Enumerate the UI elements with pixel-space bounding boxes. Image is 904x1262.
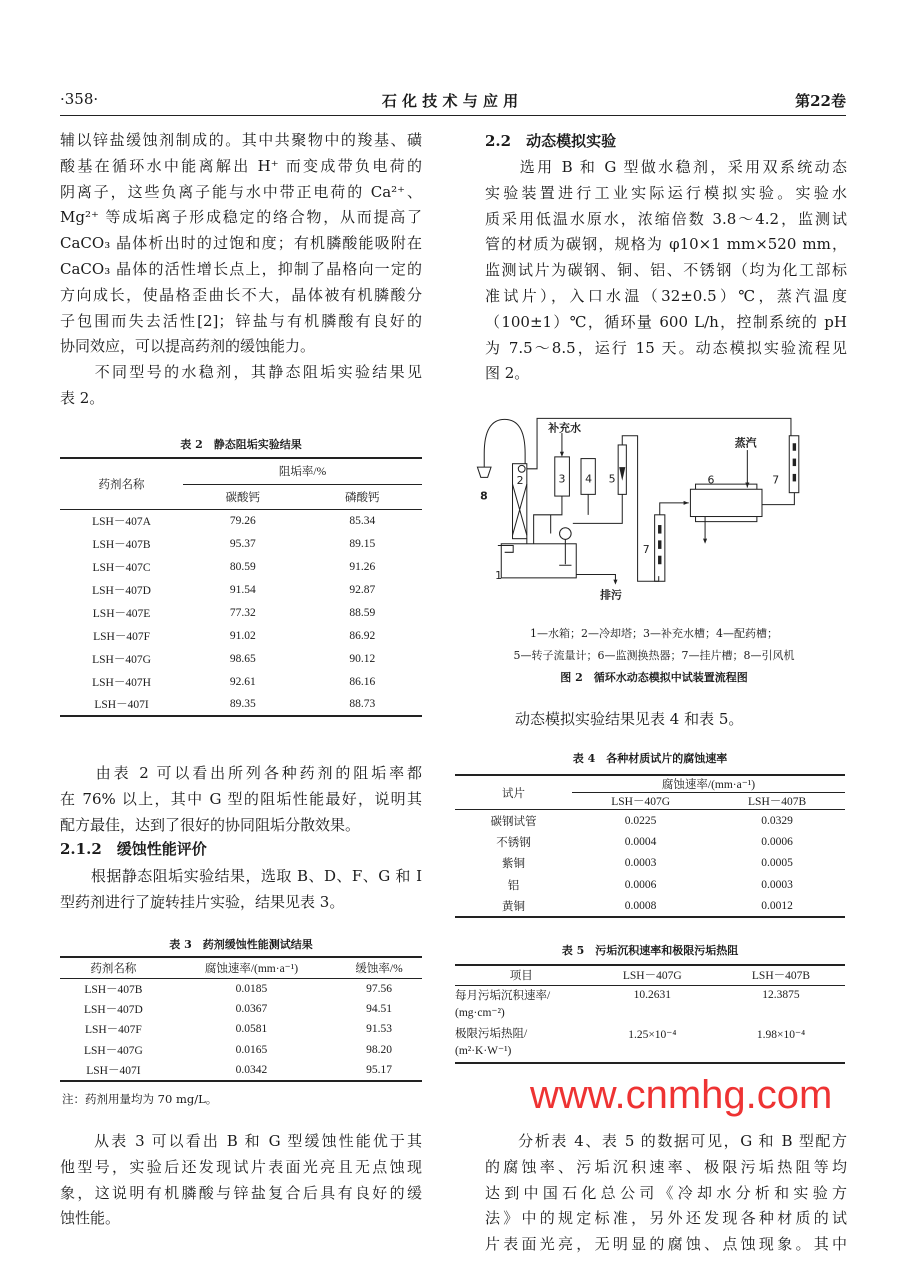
- steam-label: 蒸汽: [734, 436, 757, 450]
- table-row: [60, 578, 422, 601]
- table-row: [60, 1060, 422, 1081]
- table-cell: LSH－407C: [92, 561, 151, 574]
- table-cell: LSH－407G: [84, 1044, 143, 1057]
- table-caption: 表 4 各种材质试片的腐蚀速率: [572, 752, 728, 765]
- text-line: （100±1）℃，循环量 600 L/h，控制系统的 pH: [485, 312, 847, 331]
- table-cell: 碳钢试管: [490, 815, 537, 828]
- column-header: LSH－407G: [611, 796, 670, 808]
- table-3: [60, 956, 422, 1082]
- text-line: 阴离子，这些负离子能与水中带正电荷的 Ca²⁺、: [60, 182, 422, 201]
- table-5: [455, 964, 845, 1064]
- text-line: CaCO₃ 晶体的活性增长点上，抑制了晶格向一定的: [60, 259, 422, 278]
- column-header: 缓蚀率/%: [355, 962, 403, 975]
- table-cell: 92.61: [229, 675, 256, 688]
- table-cell: 0.0005: [761, 857, 793, 870]
- table-cell: 91.02: [229, 629, 256, 642]
- makeup-water-label: 补充水: [548, 421, 581, 435]
- table-row: [455, 831, 845, 853]
- text-line: 准试片），入口水温（32±0.5）℃，蒸汽温度: [485, 286, 847, 305]
- table-row: [60, 1019, 422, 1040]
- column-header: 药剂名称: [90, 962, 137, 975]
- volume: 第22卷: [795, 92, 846, 110]
- table-cell: 0.0003: [761, 878, 793, 891]
- table-cell: 0.0003: [624, 857, 657, 870]
- column-header: 药剂名称: [60, 458, 183, 509]
- table-cell: 1.25×10⁻⁴: [628, 1029, 677, 1041]
- label-5: 5: [608, 472, 616, 486]
- table-row: [455, 985, 845, 1024]
- text-line: 不同型号的水稳剂，其静态阻垢实验结果见: [60, 363, 422, 381]
- column-header: 试片: [455, 775, 572, 810]
- text-line: 分析表 4、表 5 的数据可见，G 和 B 型配方: [485, 1132, 847, 1150]
- paragraph: [60, 864, 422, 916]
- table-cell: 77.32: [229, 606, 256, 619]
- column-group-header: 腐蚀速率/(mm·a⁻¹): [572, 775, 845, 793]
- paragraph: [60, 761, 422, 838]
- text-line: 根据静态阻垢实验结果，选取 B、D、F、G 和 I: [60, 867, 422, 885]
- table-cell: LSH－407H: [92, 676, 151, 689]
- table-note: 注：药剂用量均为 70 mg/L。: [62, 1092, 218, 1106]
- table-row: [60, 555, 422, 578]
- paragraph: [485, 155, 847, 387]
- paragraph: [485, 1129, 847, 1258]
- column-header: LSH－407B: [748, 796, 807, 808]
- table-row: [60, 532, 422, 555]
- text-line: 型药剂进行了旋转挂片实验，结果见表 3。: [60, 892, 345, 911]
- table-cell: [455, 985, 588, 1024]
- table-row: [60, 601, 422, 624]
- table-caption: 表 5 污垢沉积速率和极限污垢热阻: [561, 944, 739, 957]
- table-cell: 铝: [507, 879, 520, 892]
- column-header: LSH－407G: [622, 970, 682, 983]
- table-cell: LSH－407I: [86, 1064, 141, 1077]
- drain-label: 排污: [600, 588, 622, 602]
- table-cell: 黄铜: [502, 900, 525, 913]
- table-cell: 紫铜: [502, 858, 525, 871]
- table-cell: 0.0185: [235, 982, 268, 995]
- text-line: 由表 2 可以看出所列各种药剂的阻垢率都: [60, 764, 422, 782]
- table-row: [455, 853, 845, 875]
- table-cell: 不锈钢: [496, 836, 531, 849]
- table-cell: 95.17: [366, 1063, 392, 1076]
- table-cell: 0.0012: [761, 899, 793, 912]
- text-line: 图 2。: [485, 364, 530, 383]
- table-cell: 95.37: [229, 537, 256, 550]
- table-cell: 0.0581: [235, 1023, 268, 1036]
- table-cell: 92.87: [349, 583, 376, 596]
- cell-line: 极限污垢热阻/: [455, 1028, 528, 1040]
- table-cell: LSH－407I: [94, 699, 149, 711]
- table-row: [60, 670, 422, 693]
- paragraph: [60, 128, 422, 360]
- table-cell: 91.54: [229, 583, 256, 596]
- paragraph: [60, 1129, 422, 1232]
- table-cell: 89.15: [349, 537, 376, 550]
- table-cell: 94.51: [366, 1002, 392, 1015]
- label-7: 7: [772, 473, 780, 487]
- column-header: 磷酸钙: [345, 491, 380, 504]
- label-8: 8: [480, 489, 488, 503]
- table-cell: 0.0225: [624, 814, 657, 827]
- table-cell: 91.53: [366, 1023, 392, 1036]
- text-line: 他型号，实验后还发现试片表面光亮且无点蚀现: [60, 1157, 422, 1176]
- text-line: 法》中的规定标准，另外还发现各种材质的试: [485, 1209, 847, 1228]
- table-cell: LSH－407G: [92, 653, 151, 666]
- table-cell: 0.0329: [761, 814, 793, 827]
- pump: [560, 528, 572, 540]
- page-number: ·358·: [60, 90, 99, 108]
- text-line: 选用 B 和 G 型做水稳剂，采用双系统动态: [485, 158, 847, 176]
- figure-caption: 图 2 循环水动态模拟中试装置流程图: [560, 671, 748, 684]
- cell-line: (m²·K·W⁻¹): [455, 1045, 512, 1057]
- table-cell: 1.98×10⁻⁴: [756, 1029, 806, 1041]
- table-cell: 12.3875: [762, 988, 800, 1001]
- table-row: [455, 1024, 845, 1063]
- table-cell: LSH－407F: [84, 1024, 142, 1037]
- table-cell: 0.0004: [624, 835, 657, 848]
- table-row: [60, 999, 422, 1020]
- figure-legend: 1—水箱；2—冷却塔；3—补充水槽；4—配药槽；: [530, 627, 778, 640]
- section-heading: 2.1.2 缓蚀性能评价: [60, 840, 207, 858]
- label-2: 2: [516, 474, 524, 488]
- text-line: 子包围而失去活性[2]；锌盐与有机膦酸有良好的: [60, 311, 422, 330]
- watermark: www.cnmhg.com: [530, 1073, 833, 1117]
- fan-duct: [484, 419, 525, 467]
- text-line: 辅以锌盐缓蚀剂制成的。其中共聚物中的羧基、磺: [60, 131, 422, 149]
- table-cell: 88.59: [349, 606, 376, 619]
- table-cell: 0.0165: [235, 1043, 268, 1056]
- text-line: CaCO₃ 晶体析出时的过饱和度；有机膦酸能吸附在: [60, 234, 422, 253]
- text-line: Mg²⁺ 等成垢离子形成稳定的络合物，从而提高了: [60, 208, 422, 227]
- label-4: 4: [585, 472, 593, 486]
- text-line: 达到中国石化总公司《冷却水分析和实验方: [485, 1183, 847, 1202]
- text-line: 表 2。: [60, 388, 105, 407]
- table-row: [60, 1040, 422, 1061]
- table-cell: 80.59: [229, 560, 256, 573]
- text-line: 动态模拟实验结果见表 4 和表 5。: [485, 710, 744, 728]
- fan-icon: [477, 467, 491, 477]
- table-cell: 0.0008: [624, 899, 657, 912]
- heat-exchanger: [690, 489, 762, 516]
- table-cell: LSH－407B: [92, 538, 151, 551]
- paragraph: [60, 360, 422, 412]
- column-header: LSH－407B: [751, 970, 811, 983]
- table-row: [60, 978, 422, 999]
- table-row: [455, 810, 845, 832]
- table-cell: 86.16: [349, 675, 376, 688]
- table-cell: LSH－407D: [92, 584, 151, 597]
- paragraph: [485, 707, 847, 733]
- table-row: [455, 896, 845, 918]
- table-cell: 0.0006: [624, 878, 657, 891]
- table-caption: 表 3 药剂缓蚀性能测试结果: [169, 938, 313, 951]
- cell-line: 每月污垢沉积速率/: [455, 989, 551, 1002]
- table-cell: 0.0342: [235, 1063, 268, 1076]
- text-line: 监测试片为碳钢、铜、铝、不锈钢（均为化工部标: [485, 261, 847, 280]
- section-heading: 2.2 动态模拟实验: [485, 132, 617, 150]
- text-line: 为 7.5～8.5，运行 15 天。动态模拟实验流程见: [485, 338, 847, 357]
- table-row: [60, 624, 422, 647]
- label-3: 3: [558, 472, 566, 486]
- column-group-header: 阻垢率/%: [183, 458, 422, 484]
- text-line: 象，这说明有机膦酸与锌盐复合后具有良好的缓: [60, 1183, 422, 1202]
- figure-legend: 5—转子流量计；6—监测换热器；7—挂片槽；8—引风机: [513, 649, 795, 662]
- table-row: [60, 693, 422, 716]
- table-4: [455, 774, 845, 918]
- text-line: 配方最佳，达到了很好的协同阻垢分散效果。: [60, 815, 361, 834]
- text-line: 协同效应，可以提高药剂的缓蚀能力。: [60, 337, 316, 356]
- table-cell: 90.12: [349, 652, 376, 665]
- table-cell: 98.65: [229, 652, 256, 665]
- table-cell: 91.26: [349, 560, 376, 573]
- table-row: [455, 874, 845, 896]
- header-rule: [60, 115, 846, 116]
- column-header: 腐蚀速率/(mm·a⁻¹): [204, 962, 299, 975]
- flow-diagram: [474, 412, 808, 604]
- text-line: 的腐蚀率、污垢沉积速率、极限污垢热阻等均: [485, 1157, 847, 1176]
- table-cell: LSH－407B: [84, 983, 143, 996]
- text-line: 方向成长，使晶格歪曲长不大，晶体被有机膦酸分: [60, 285, 422, 304]
- cell-line: (mg·cm⁻²): [455, 1006, 505, 1019]
- text-line: 管的材质为碳钢，规格为 φ10×1 mm×520 mm，: [485, 235, 847, 254]
- table-cell: 86.92: [349, 629, 376, 642]
- label-6: 6: [707, 473, 715, 487]
- table-cell: 88.73: [349, 698, 376, 710]
- table-caption: 表 2 静态阻垢实验结果: [180, 438, 302, 451]
- label-1: 1: [495, 568, 503, 582]
- table-cell: 98.20: [366, 1043, 392, 1056]
- table-cell: 0.0006: [761, 835, 793, 848]
- text-line: 酸基在循环水中能离解出 H⁺ 而变成带负电荷的: [60, 156, 422, 175]
- table-cell: [455, 1024, 588, 1063]
- text-line: 实验装置进行工业实际运行模拟实验。实验水: [485, 183, 847, 202]
- table-cell: LSH－407D: [84, 1003, 143, 1016]
- table-row: [60, 647, 422, 670]
- table-cell: 85.34: [349, 514, 376, 527]
- journal-title: 石 化 技 术 与 应 用: [381, 92, 519, 110]
- column-header: 碳酸钙: [225, 491, 261, 504]
- text-line: 质采用低温水原水，浓缩倍数 3.8～4.2，监测试: [485, 209, 847, 228]
- table-cell: 97.56: [366, 982, 392, 995]
- text-line: 片表面光亮，无明显的腐蚀、点蚀现象。其中: [485, 1235, 847, 1254]
- table-2: [60, 457, 422, 717]
- column-header: 项目: [509, 970, 533, 983]
- table-cell: 0.0367: [235, 1002, 268, 1015]
- text-line: 在 76% 以上，其中 G 型的阻垢性能最好，说明其: [60, 789, 422, 808]
- table-cell: LSH－407E: [92, 607, 151, 620]
- table-row: [60, 509, 422, 532]
- text-line: 从表 3 可以看出 B 和 G 型缓蚀性能优于其: [60, 1132, 422, 1150]
- table-cell: 10.2631: [633, 988, 671, 1001]
- table-cell: LSH－407F: [93, 630, 150, 643]
- table-cell: 79.26: [229, 514, 256, 527]
- text-line: 蚀性能。: [60, 1209, 121, 1228]
- label-7: 7: [642, 542, 650, 556]
- table-cell: 89.35: [229, 698, 256, 710]
- table-cell: LSH－407A: [92, 515, 151, 528]
